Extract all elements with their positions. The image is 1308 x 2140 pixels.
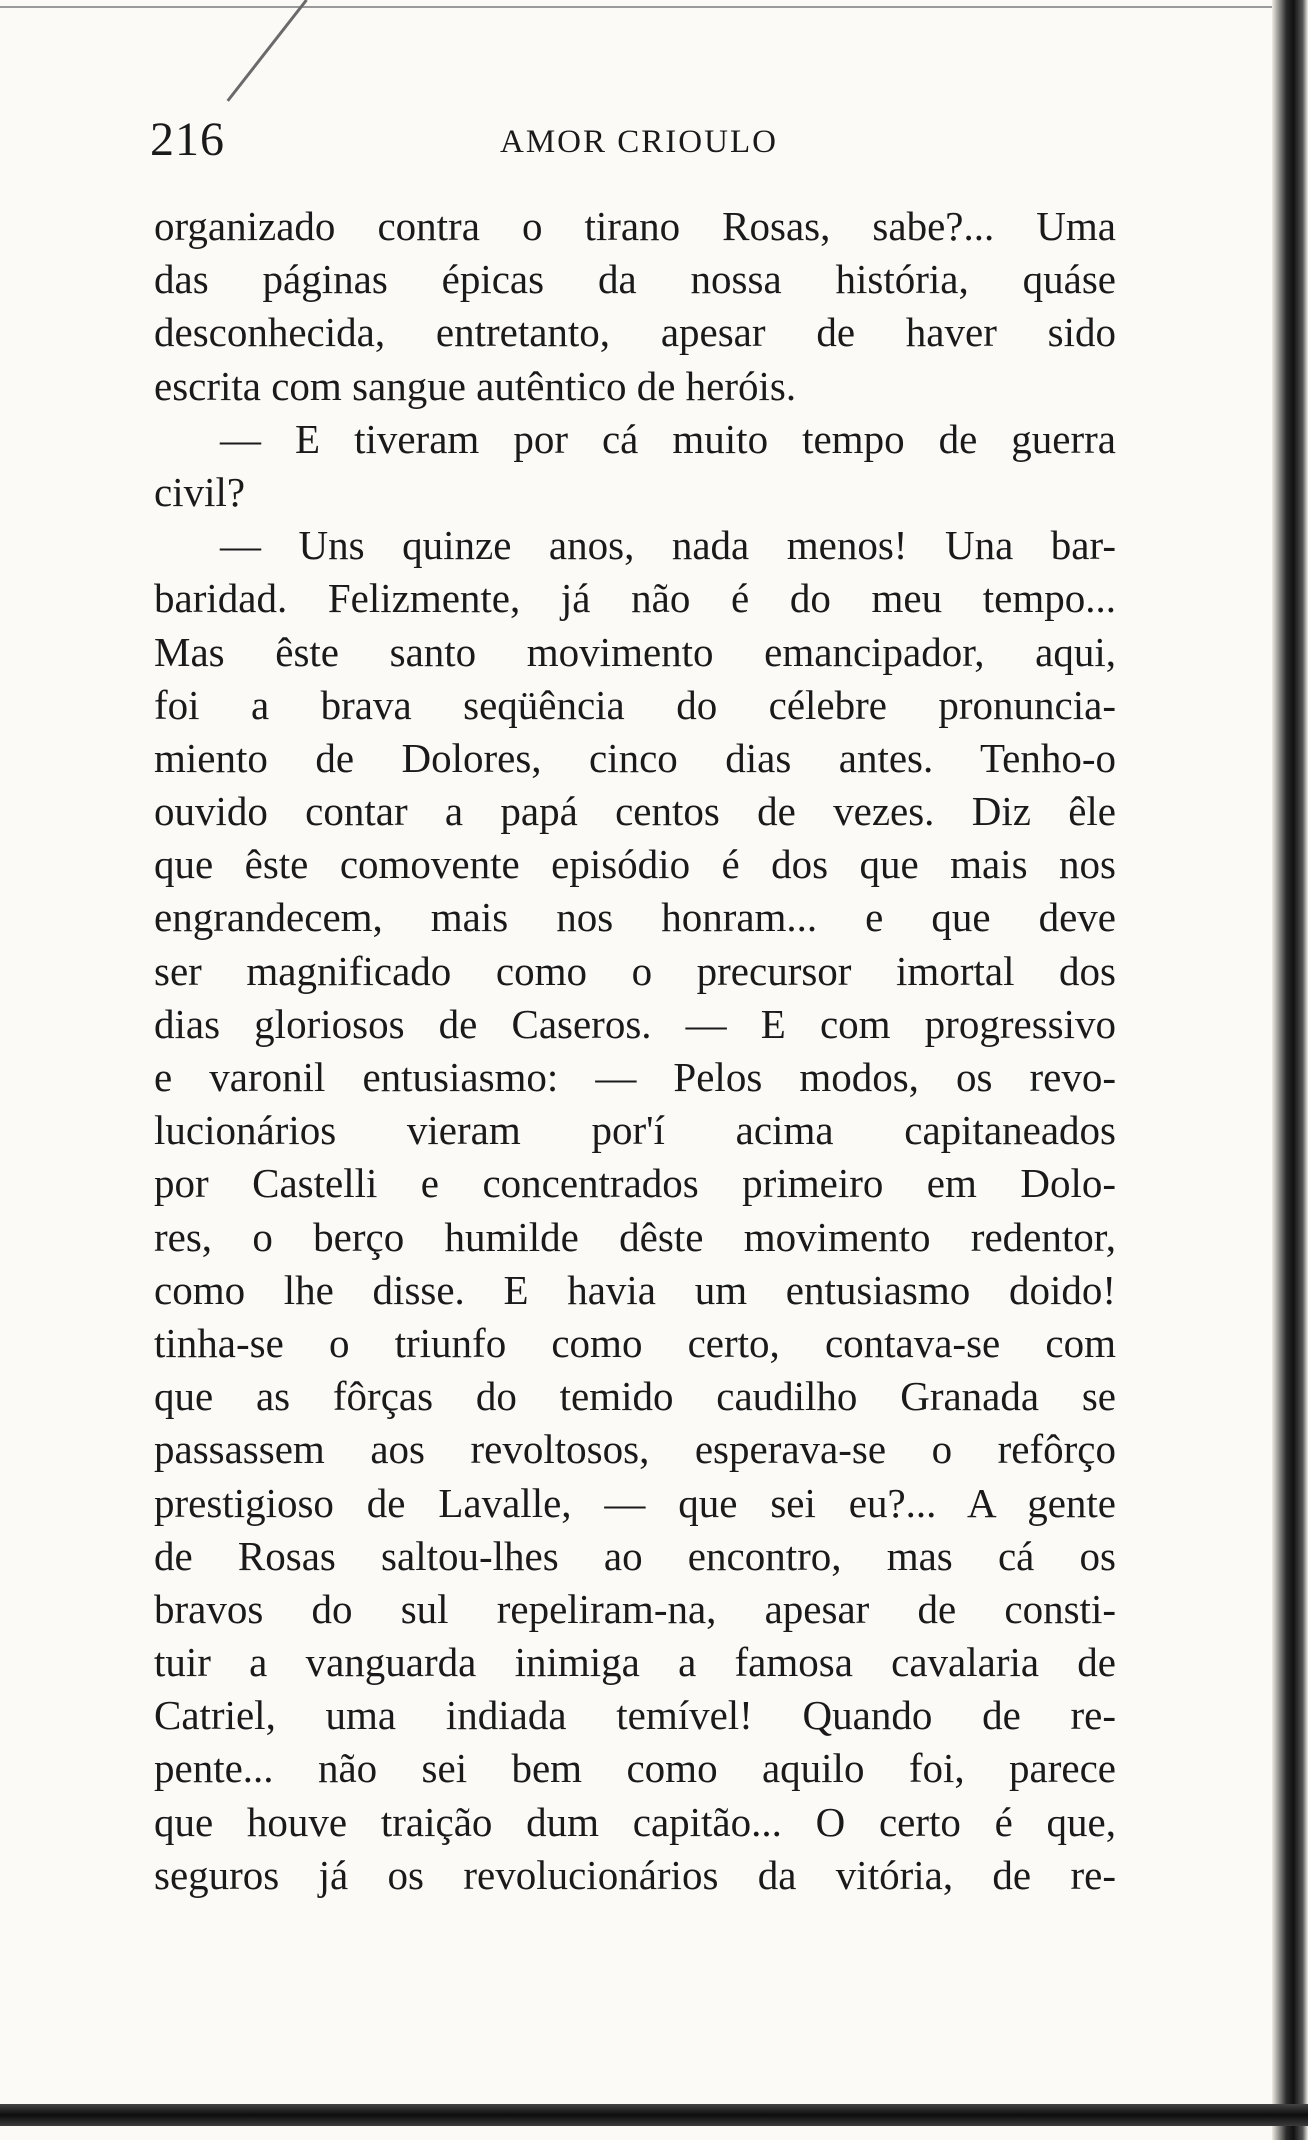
text-line: foi a brava seqüência do célebre pronuncia- bbox=[154, 681, 1116, 728]
text-line: — Uns quinze anos, nada menos! Una bar- bbox=[220, 522, 1116, 569]
text-line: bravos do sul repeliram-na, apesar de consti- bbox=[154, 1585, 1116, 1632]
text-line: tinha-se o triunfo como certo, contava-se com bbox=[154, 1319, 1116, 1366]
text-line: que houve traição dum capitão... O certo é que, bbox=[154, 1798, 1116, 1845]
text-line: pente... não sei bem como aquilo foi, parece bbox=[154, 1745, 1116, 1792]
running-title: AMOR CRIOULO bbox=[500, 124, 778, 160]
text-line: baridad. Felizmente, já não é do meu tempo... bbox=[154, 575, 1116, 622]
page-edge-shadow-bottom bbox=[0, 2104, 1308, 2126]
top-edge-line bbox=[0, 6, 1272, 8]
text-line: Catriel, uma indiada temível! Quando de re- bbox=[154, 1692, 1116, 1739]
text-line: prestigioso de Lavalle, — que sei eu?... A gente bbox=[154, 1479, 1116, 1526]
text-line: civil? bbox=[154, 468, 246, 515]
text-line: Mas êste santo movimento emancipador, aqui, bbox=[154, 628, 1116, 675]
text-line: que as fôrças do temido caudilho Granada se bbox=[154, 1373, 1116, 1420]
pen-scratch-mark bbox=[227, 0, 308, 102]
text-line: ser magnificado como o precursor imortal dos bbox=[154, 947, 1116, 994]
text-line: de Rosas saltou-lhes ao encontro, mas cá os bbox=[154, 1532, 1116, 1579]
text-line: organizado contra o tirano Rosas, sabe?... Uma bbox=[154, 203, 1116, 249]
text-line: por Castelli e concentrados primeiro em Dolo- bbox=[154, 1160, 1116, 1207]
text-line: dias gloriosos de Caseros. — E com progressivo bbox=[154, 1000, 1116, 1047]
text-line: — E tiveram por cá muito tempo de guerra bbox=[220, 415, 1116, 462]
page-header bbox=[150, 112, 1128, 172]
body-text bbox=[154, 200, 1116, 1902]
text-line: ouvido contar a papá centos de vezes. Diz êle bbox=[154, 788, 1116, 835]
text-line: desconhecida, entretanto, apesar de haver sido bbox=[154, 309, 1116, 356]
text-line: das páginas épicas da nossa história, quáse bbox=[154, 256, 1116, 303]
text-line: como lhe disse. E havia um entusiasmo doido! bbox=[154, 1266, 1116, 1313]
text-line: miento de Dolores, cinco dias antes. Tenho-o bbox=[154, 734, 1116, 781]
text-line: tuir a vanguarda inimiga a famosa cavalaria de bbox=[154, 1639, 1116, 1686]
text-line: lucionários vieram por'í acima capitaneados bbox=[154, 1107, 1116, 1154]
text-line: passassem aos revoltosos, esperava-se o refôrço bbox=[154, 1426, 1116, 1473]
page-edge-shadow-right bbox=[1272, 0, 1308, 2140]
text-line: engrandecem, mais nos honram... e que deve bbox=[154, 894, 1116, 941]
text-line: res, o berço humilde dêste movimento redentor, bbox=[154, 1213, 1116, 1260]
page-number: 216 bbox=[150, 113, 225, 166]
text-line: seguros já os revolucionários da vitória, de re- bbox=[154, 1851, 1116, 1898]
text-line: e varonil entusiasmo: — Pelos modos, os revo- bbox=[154, 1054, 1116, 1100]
text-line: que êste comovente episódio é dos que mais nos bbox=[154, 841, 1116, 888]
text-line: escrita com sangue autêntico de heróis. bbox=[154, 362, 797, 409]
